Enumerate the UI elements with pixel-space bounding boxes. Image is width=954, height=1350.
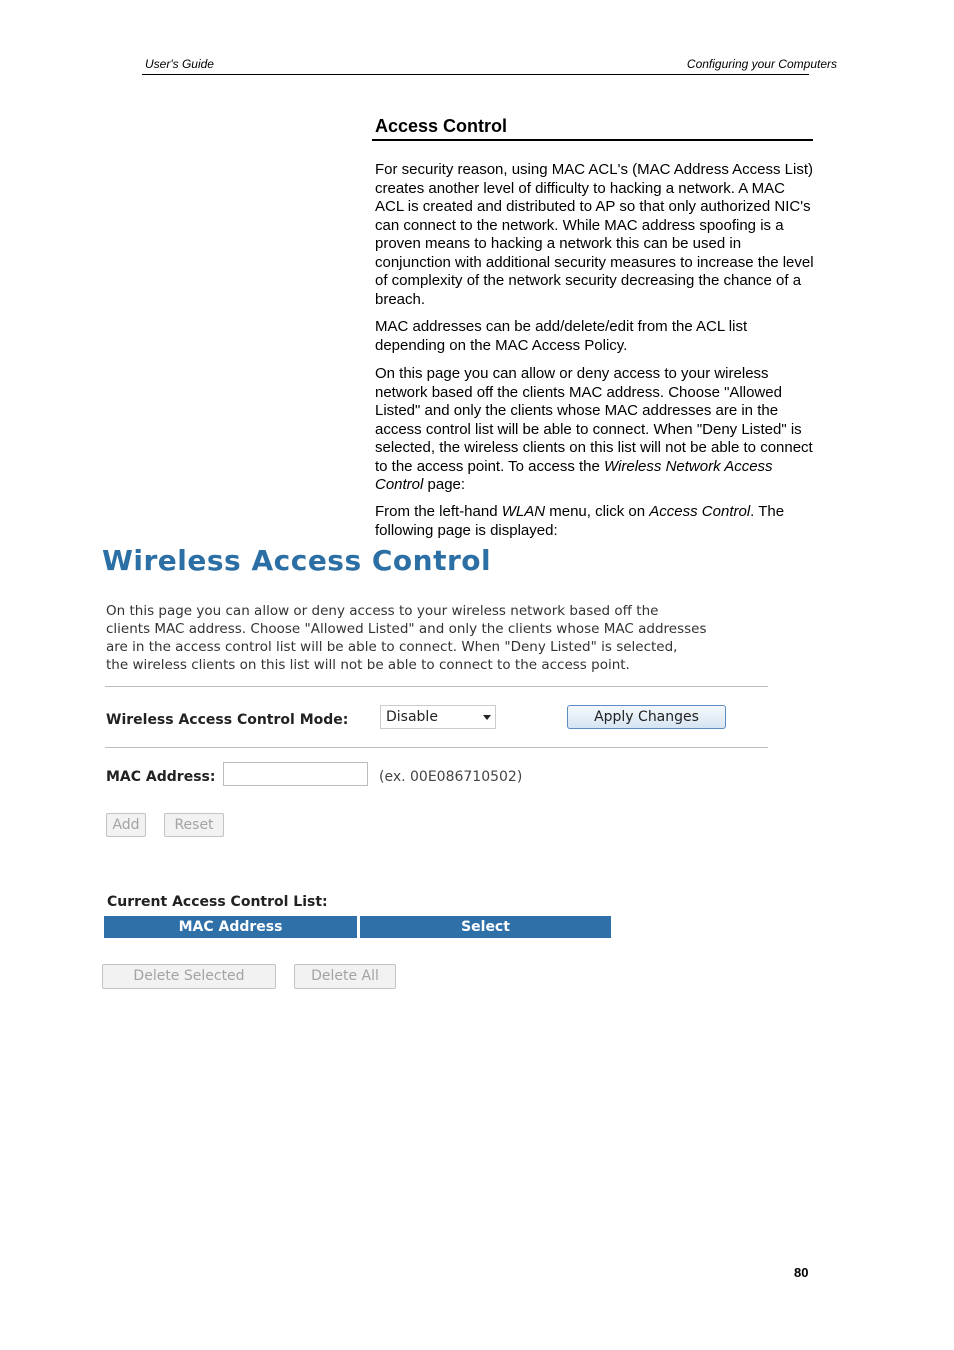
mac-address-example: (ex. 00E086710502) xyxy=(379,769,523,785)
apply-changes-button[interactable]: Apply Changes xyxy=(567,705,726,729)
header-left: User's Guide xyxy=(145,57,214,71)
screenshot-description-line: On this page you can allow or deny access to your wireless network based off the xyxy=(106,603,659,619)
paragraph-security xyxy=(375,161,815,309)
screenshot-description-line: clients MAC address. Choose "Allowed Listed" and only the clients whose MAC addresses xyxy=(106,621,707,637)
paragraph-allow-deny xyxy=(375,365,815,495)
table-header-mac-address: MAC Address xyxy=(104,916,357,938)
paragraph-security-text: For security reason, using MAC ACL's (MAC Address Access List) creates another level of difficulty to hacking a network. A MAC ACL is created and distributed to AP so that only authorized NIC's can connect to the network. While MAC address spoofing is a proven means to hacking a network this can be used in conjunction with additional security measures to increase the level of complexity of the network security decreasing the chance of a breach. xyxy=(375,161,814,308)
paragraph-allow-deny-part1: On this page you can allow or deny access to your wireless network based off the clients MAC address. Choose "Allowed Listed" and only the clients whose MAC addresses are in the access control list will be able to connect. When "Deny Listed" is selected, the wireless clients on this list will not be able to connect to the access point. To access the xyxy=(375,365,813,475)
screenshot-description xyxy=(106,602,786,674)
paragraph-mac-edit-text: MAC addresses can be add/delete/edit from the ACL list depending on the MAC Access Policy. xyxy=(375,318,748,354)
mac-address-input[interactable] xyxy=(223,762,368,786)
table-header-select: Select xyxy=(360,916,611,938)
paragraph-mac-edit xyxy=(375,318,815,355)
access-control-mode-label: Wireless Access Control Mode: xyxy=(106,712,349,728)
paragraph-allow-deny-part2: page: xyxy=(423,476,466,493)
delete-all-button[interactable]: Delete All xyxy=(294,964,396,989)
reset-button[interactable]: Reset xyxy=(164,813,224,837)
access-control-mode-select[interactable] xyxy=(380,705,496,729)
header-divider xyxy=(142,74,809,75)
paragraph-navigation-wlan: WLAN xyxy=(501,503,546,520)
paragraph-allow-deny-emphasis: Wireless Network Access Control xyxy=(375,457,773,493)
paragraph-navigation-part2: menu, click on xyxy=(545,503,650,520)
paragraph-navigation-text xyxy=(375,503,815,540)
add-button[interactable]: Add xyxy=(106,813,146,837)
section-divider xyxy=(372,139,813,141)
wireless-access-control-screenshot xyxy=(100,540,780,1000)
access-control-mode-value: Disable xyxy=(386,709,438,725)
section-title: Access Control xyxy=(375,116,508,136)
paragraph-navigation xyxy=(375,503,815,540)
screenshot-description-line: are in the access control list will be able to connect. When "Deny Listed" is selected, xyxy=(106,639,678,655)
screenshot-description-line: the wireless clients on this list will not be able to connect to the access point. xyxy=(106,657,630,673)
paragraph-navigation-part3: . The following page is displayed: xyxy=(375,503,785,539)
page-number: 80 xyxy=(794,1265,809,1280)
screenshot-title: Wireless Access Control xyxy=(102,544,492,577)
screenshot-divider xyxy=(105,686,768,687)
paragraph-allow-deny-text xyxy=(375,365,815,495)
delete-selected-button[interactable]: Delete Selected xyxy=(102,964,276,989)
chevron-down-icon xyxy=(483,715,491,720)
screenshot-divider xyxy=(105,747,768,748)
access-control-list-label: Current Access Control List: xyxy=(107,894,328,910)
paragraph-navigation-part1: From the left-hand xyxy=(375,503,502,520)
mac-address-label: MAC Address: xyxy=(106,769,216,785)
paragraph-navigation-access-control: Access Control xyxy=(649,503,751,520)
header-right: Configuring your Computers xyxy=(686,57,837,71)
